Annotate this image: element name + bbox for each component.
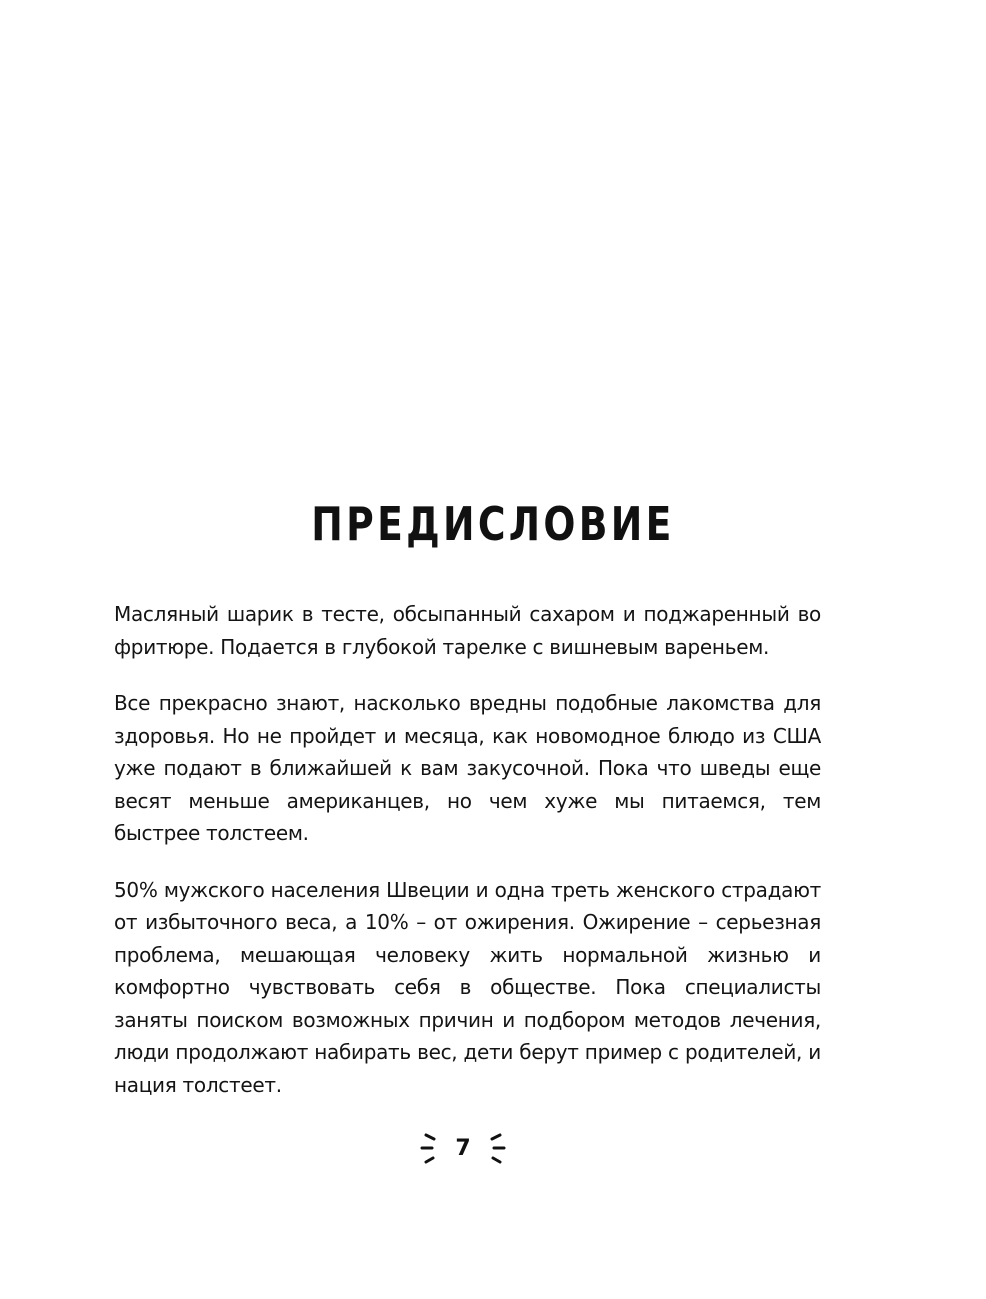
page-title: ПРЕДИСЛОВИЕ: [311, 496, 675, 551]
page-number: 7: [455, 1136, 471, 1161]
paragraph-1: Масляный шарик в тесте, обсыпанный сахаром и поджаренный во фритюре. Подается в глубокой тарелке с вишневым вареньем.: [114, 602, 821, 659]
page-number-block: [0, 1131, 986, 1171]
body-text: [114, 598, 821, 1125]
paragraph-3: 50% мужского населения Швеции и одна треть женского страдают от избыточного веса, а 10% – от ожирения. Ожирение – серьезная проблема, мешающая человеку жить нормальной жизнью и комфортно чувствовать себя в обществе. Пока специалисты заняты поиском возможных причин и подбором методов лечения, люди продолжают набирать вес, дети берут пример с родителей, и нация толстеет.: [114, 877, 821, 1097]
paragraph-2: Все прекрасно знают, насколько вредны подобные лакомства для здоровья. Но не пройдет и месяца, как новомодное блюдо из США уже подают в ближайшей к вам закусочной. Пока что шведы еще весят меньше американцев, но чем хуже мы питаемся, тем быстрее толстеем.: [114, 691, 821, 845]
